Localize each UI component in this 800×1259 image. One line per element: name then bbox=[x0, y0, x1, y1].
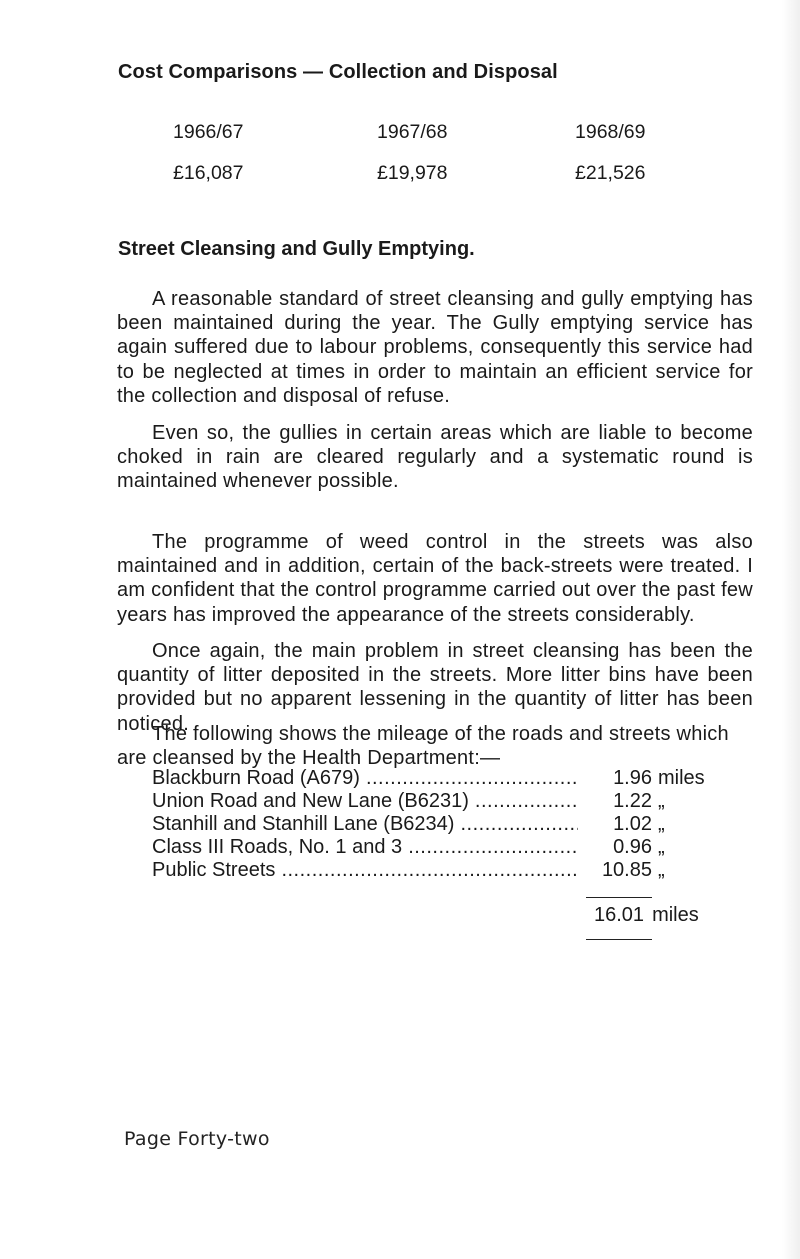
amount-1968-69: £21,526 bbox=[575, 162, 646, 184]
road-name: Class III Roads, No. 1 and 3 ..... bbox=[152, 836, 582, 859]
road-miles: 10.85 bbox=[578, 859, 652, 882]
road-unit: „ bbox=[658, 836, 665, 858]
road-unit: „ bbox=[658, 859, 665, 881]
paragraph-standard: A reasonable standard of street cleansing and gully emptying has been maintained during the year. The Gully emptying service has again suffered due to labour problems, consequently this service had to be neglected at times in order to maintain an efficient service for the collection and disposal of refuse. bbox=[117, 288, 753, 407]
amount-1966-67: £16,087 bbox=[173, 162, 244, 184]
mileage-table bbox=[152, 767, 752, 882]
road-name: Public Streets ..... bbox=[152, 859, 582, 882]
mileage-row bbox=[152, 859, 752, 882]
road-miles: 0.96 bbox=[578, 836, 652, 859]
year-1968-69: 1968/69 bbox=[575, 121, 646, 143]
total-unit: miles bbox=[652, 904, 699, 926]
road-miles: 1.22 bbox=[578, 790, 652, 813]
street-cleansing-heading: Street Cleansing and Gully Emptying. bbox=[118, 238, 475, 260]
road-unit: „ bbox=[658, 790, 665, 812]
mileage-row bbox=[152, 813, 752, 836]
mileage-row bbox=[152, 836, 752, 859]
year-1967-68: 1967/68 bbox=[377, 121, 448, 143]
year-1966-67: 1966/67 bbox=[173, 121, 244, 143]
amount-1967-68: £19,978 bbox=[377, 162, 448, 184]
cost-comparisons-heading: Cost Comparisons — Collection and Disposal bbox=[118, 61, 558, 83]
road-unit: „ bbox=[658, 813, 665, 835]
page-number: Page Forty-two bbox=[124, 1128, 270, 1150]
paragraph-weed-control: The programme of weed control in the streets was also maintained and in addition, certain of the back-streets were treated. I am confident that the control programme carried out over the past few years has improved the appearance of the streets considerably. bbox=[117, 531, 753, 626]
page-edge-shadow bbox=[782, 0, 800, 1259]
road-unit: miles bbox=[658, 767, 705, 789]
mileage-row bbox=[152, 790, 752, 813]
paragraph-mileage-intro: The following shows the mileage of the roads and streets which are cleansed by the Health Department:— bbox=[117, 723, 729, 770]
road-miles: 1.02 bbox=[578, 813, 652, 836]
road-miles: 1.96 bbox=[578, 767, 652, 790]
road-name: Union Road and New Lane (B6231) ..... bbox=[152, 790, 582, 813]
road-name: Blackburn Road (A679) ..... bbox=[152, 767, 582, 790]
road-name: Stanhill and Stanhill Lane (B6234) ..... bbox=[152, 813, 582, 836]
mileage-row bbox=[152, 767, 752, 790]
mileage-total bbox=[594, 904, 699, 927]
total-rule-top bbox=[586, 897, 652, 898]
total-miles: 16.01 bbox=[594, 904, 645, 926]
total-rule-bottom bbox=[586, 939, 652, 940]
paragraph-gullies: Even so, the gullies in certain areas which are liable to become choked in rain are cleared regularly and a systematic round is maintained whenever possible. bbox=[117, 422, 753, 493]
paragraph-litter: Once again, the main problem in street cleansing has been the quantity of litter deposited in the streets. More litter bins have been provided but no apparent lessening in the quantity of litter has been noticed. bbox=[117, 640, 753, 735]
